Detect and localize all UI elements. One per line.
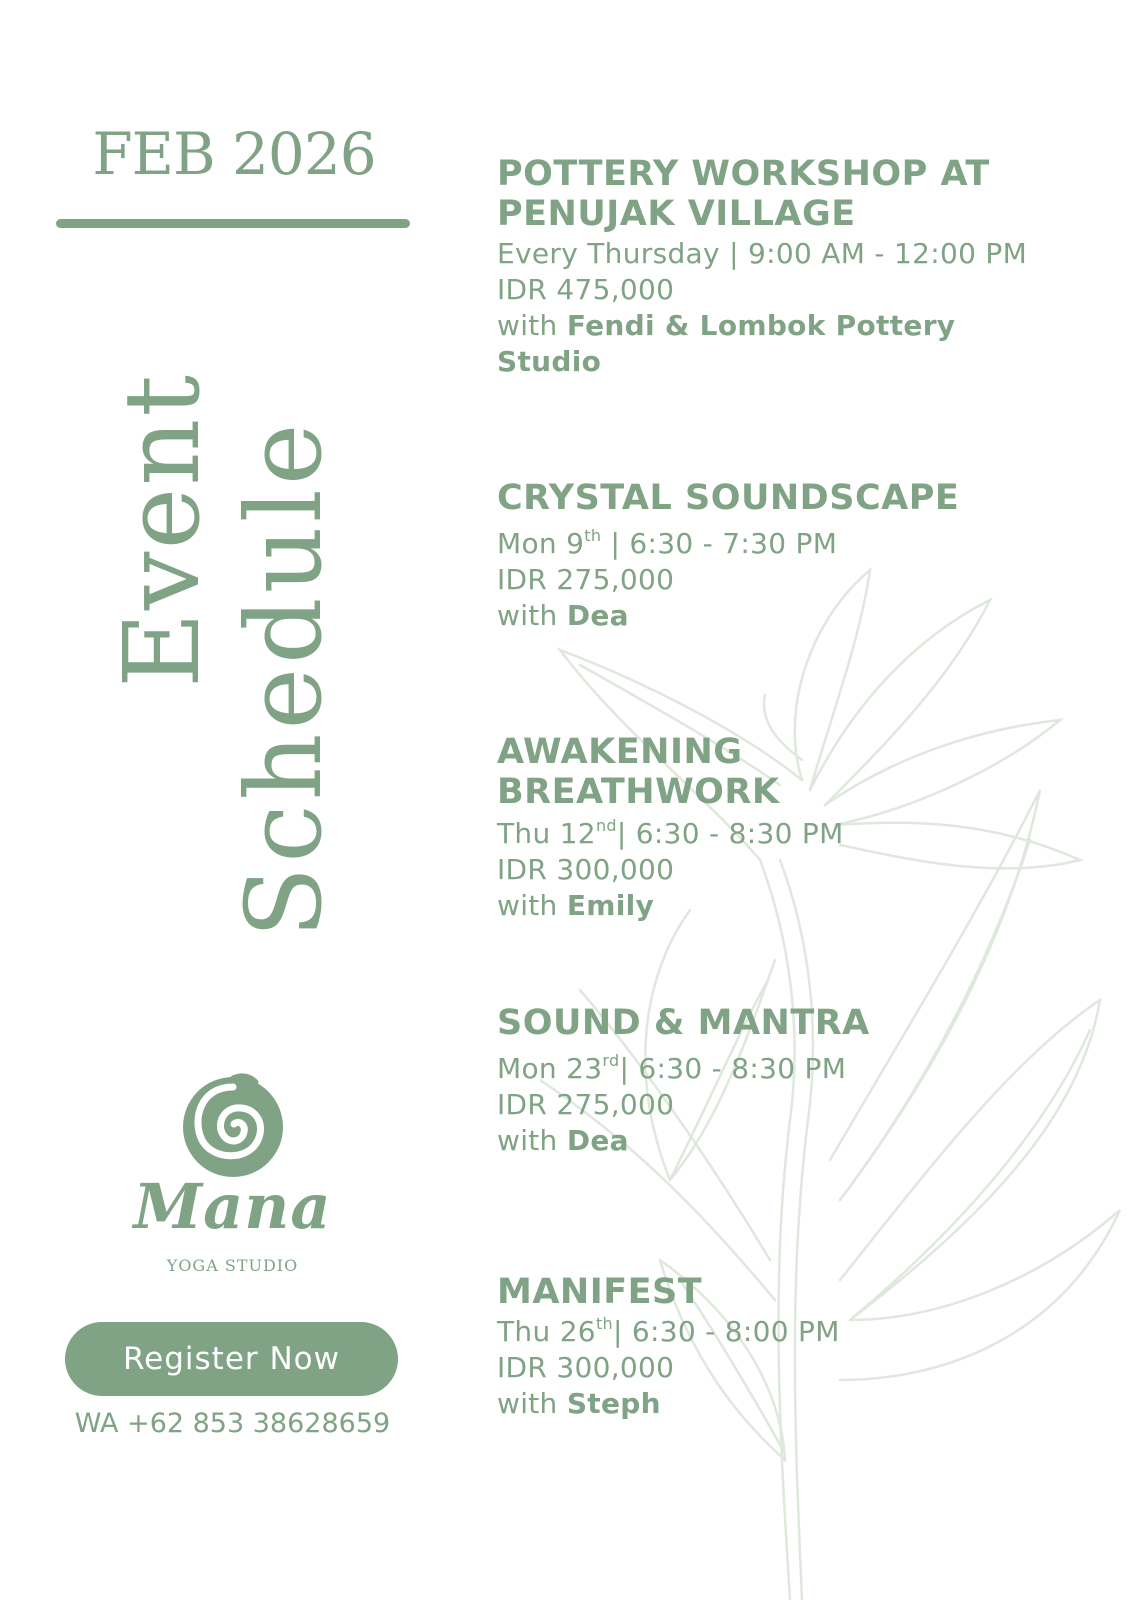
event-price: IDR 275,000 bbox=[497, 563, 675, 596]
event-schedule: Mon 23rd| 6:30 - 8:30 PM bbox=[497, 1051, 847, 1085]
register-now-button[interactable]: Register Now bbox=[65, 1322, 398, 1396]
event-item bbox=[497, 478, 1097, 634]
event-title: POTTERY WORKSHOP AT PENUJAK VILLAGE bbox=[497, 154, 990, 234]
brand-subtitle: YOGA STUDIO bbox=[166, 1256, 299, 1275]
event-host-line: with Dea bbox=[497, 599, 629, 632]
event-schedule: Thu 12nd| 6:30 - 8:30 PM bbox=[497, 816, 844, 850]
event-host-line: with Steph bbox=[497, 1387, 661, 1420]
event-schedule: Thu 26th| 6:30 - 8:00 PM bbox=[497, 1314, 840, 1348]
heading-divider bbox=[56, 219, 410, 228]
event-title: MANIFEST bbox=[497, 1272, 703, 1312]
month-year-heading: FEB 2026 bbox=[92, 120, 376, 188]
event-title-word: Event bbox=[101, 373, 223, 688]
event-host: Steph bbox=[566, 1387, 661, 1420]
event-price: IDR 300,000 bbox=[497, 853, 675, 886]
event-title: AWAKENING BREATHWORK bbox=[497, 732, 780, 812]
event-price: IDR 300,000 bbox=[497, 1351, 675, 1384]
event-host: Dea bbox=[566, 599, 629, 632]
event-host: Emily bbox=[566, 889, 655, 922]
event-host: Fendi & Lombok Pottery Studio bbox=[497, 309, 956, 378]
event-title: SOUND & MANTRA bbox=[497, 1003, 870, 1043]
event-item bbox=[497, 732, 1097, 924]
event-title: CRYSTAL SOUNDSCAPE bbox=[497, 478, 960, 518]
event-price: IDR 475,000 bbox=[497, 273, 675, 306]
event-host-line: with Emily bbox=[497, 889, 655, 922]
brand-name: Mana bbox=[133, 1170, 332, 1243]
event-price: IDR 275,000 bbox=[497, 1088, 675, 1121]
with-prefix: with bbox=[497, 309, 558, 342]
event-host: Dea bbox=[566, 1124, 629, 1157]
event-host-line bbox=[497, 308, 987, 380]
event-schedule: Every Thursday | 9:00 AM - 12:00 PM bbox=[497, 237, 1028, 270]
event-schedule: Mon 9th | 6:30 - 7:30 PM bbox=[497, 526, 838, 560]
event-item bbox=[497, 154, 1097, 380]
whatsapp-contact[interactable]: WA +62 853 38628659 bbox=[74, 1408, 391, 1439]
event-host-line: with Dea bbox=[497, 1124, 629, 1157]
event-item bbox=[497, 1003, 1097, 1159]
event-item bbox=[497, 1272, 1097, 1422]
schedule-title-word: Schedule bbox=[223, 419, 345, 938]
